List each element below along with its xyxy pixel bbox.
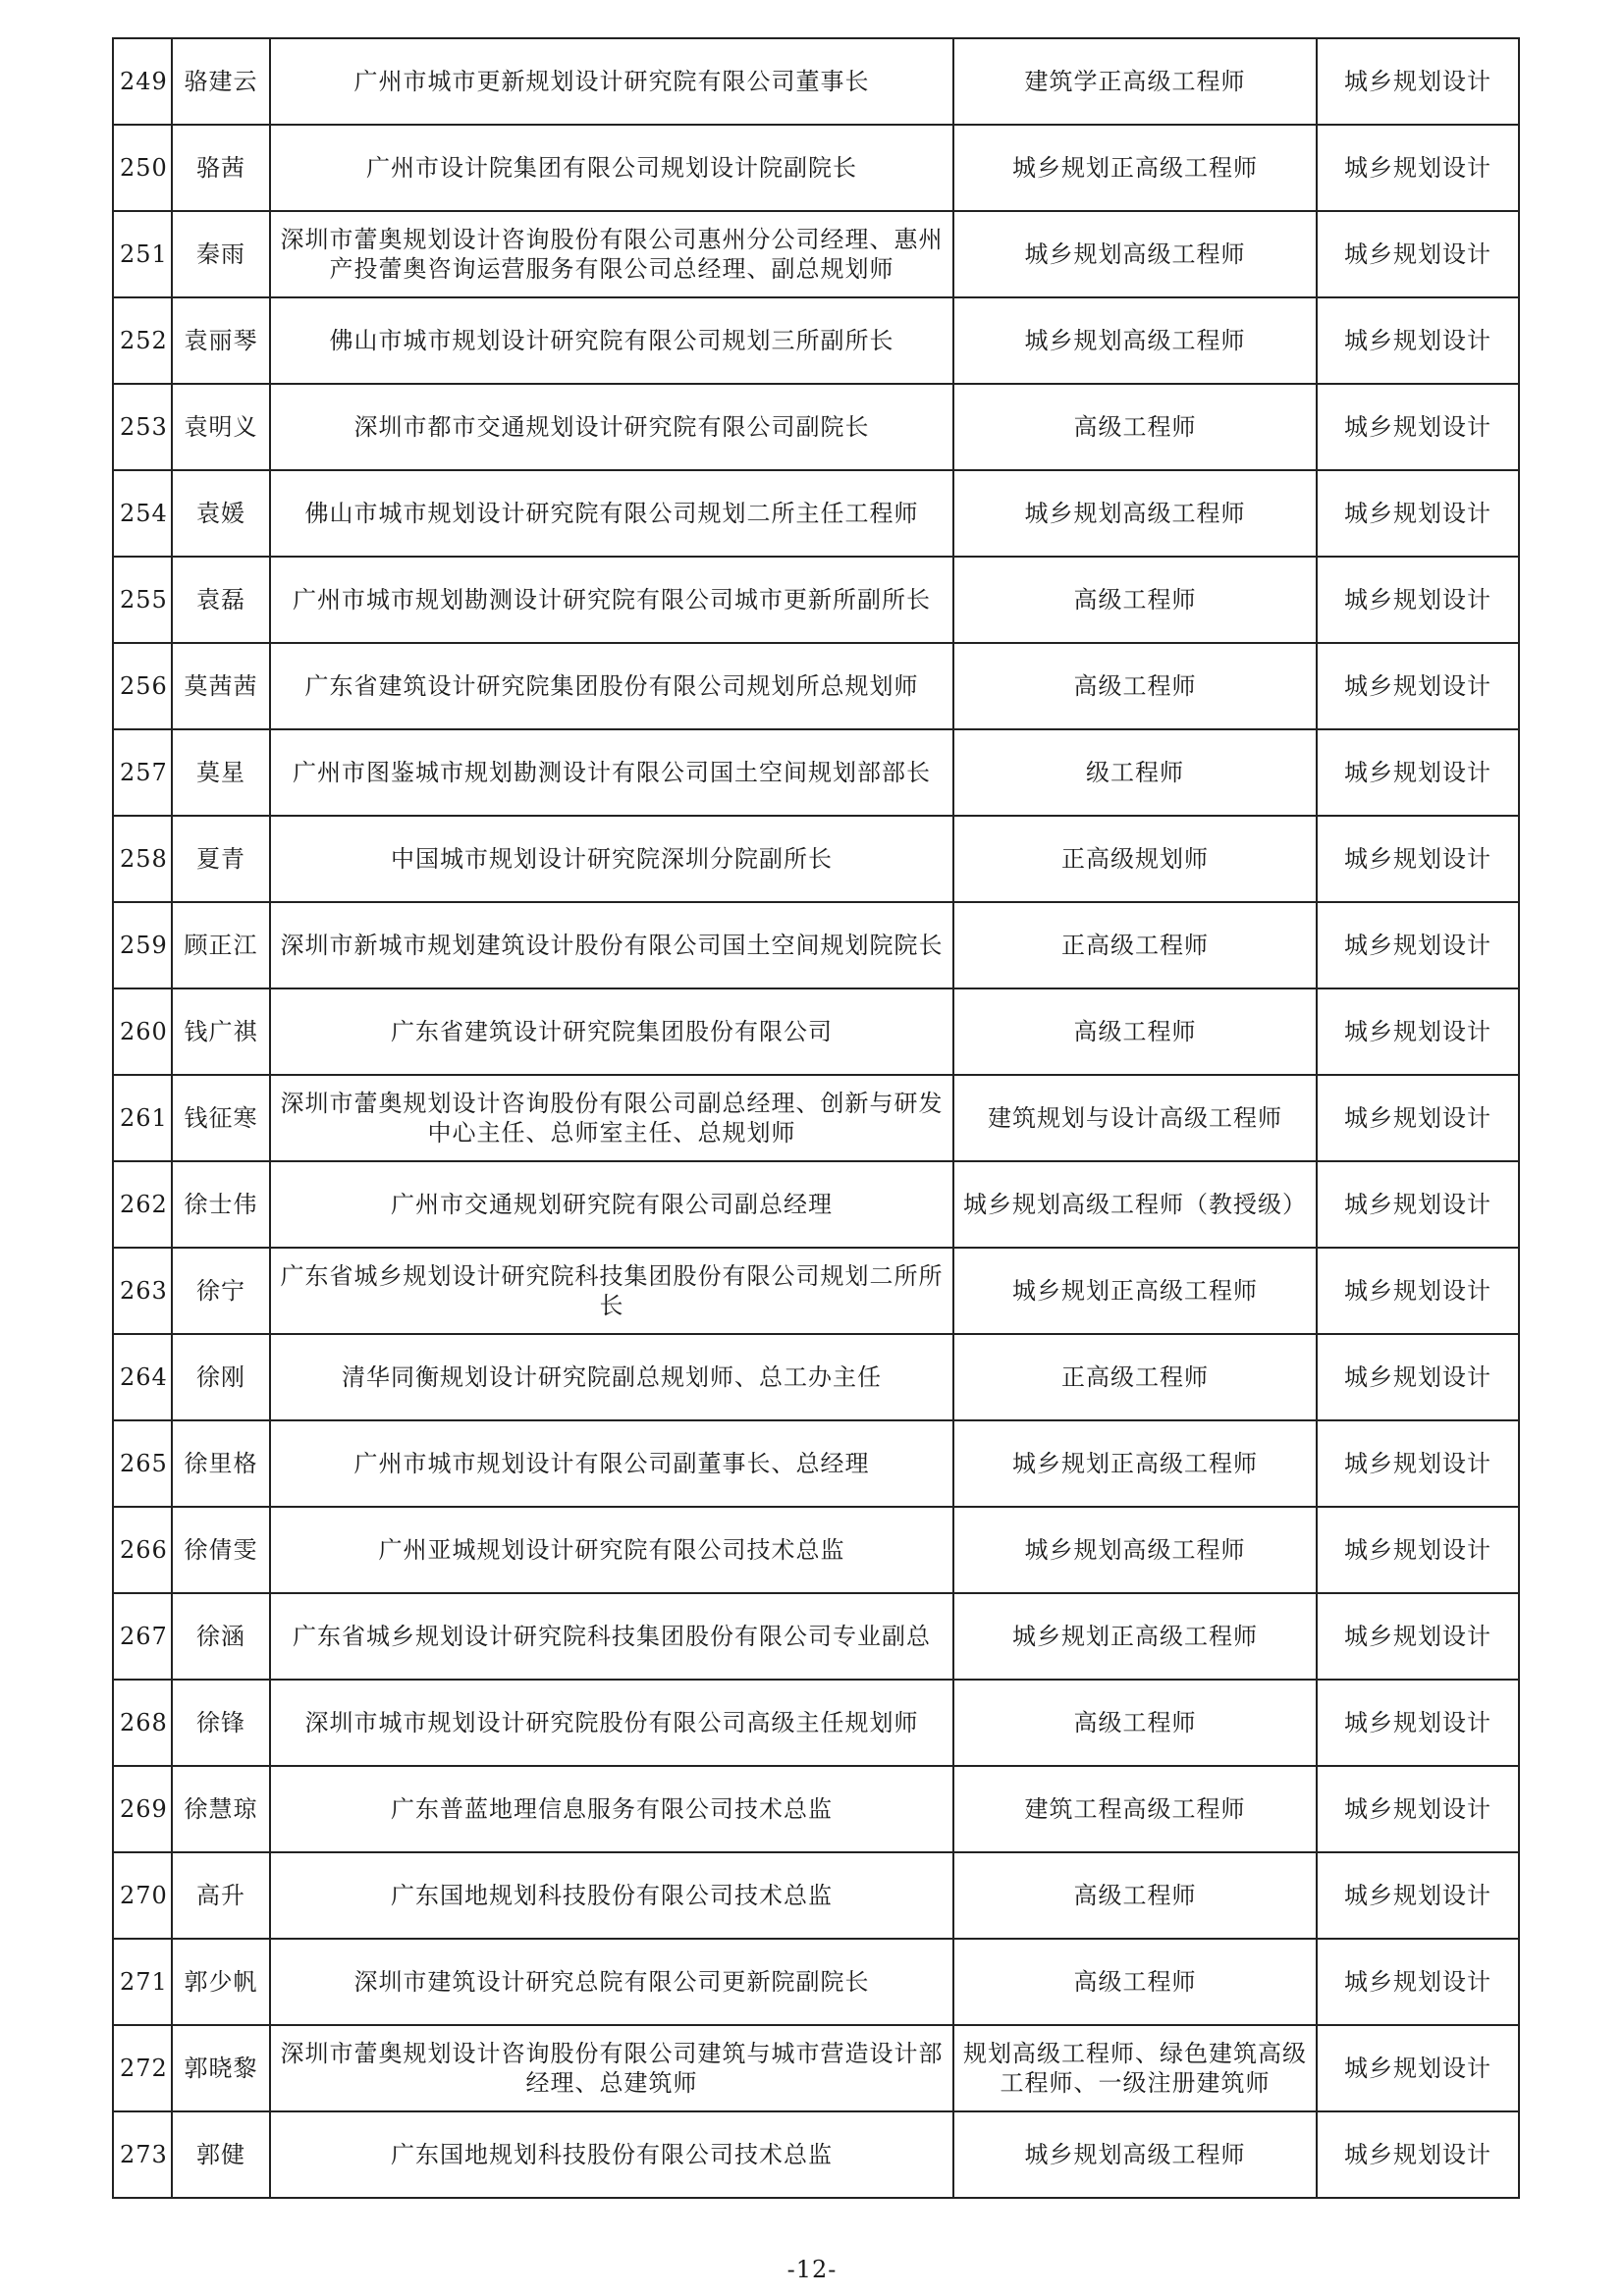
professional-title: 建筑学正高级工程师 — [953, 38, 1317, 125]
table-row — [113, 1507, 1519, 1593]
specialty-field: 城乡规划设计 — [1317, 1766, 1519, 1852]
specialty-field: 城乡规划设计 — [1317, 2111, 1519, 2198]
row-number: 272 — [113, 2025, 172, 2111]
table-row — [113, 1680, 1519, 1766]
specialty-field: 城乡规划设计 — [1317, 1852, 1519, 1939]
professional-title: 城乡规划高级工程师 — [953, 2111, 1317, 2198]
organization-position: 广州市设计院集团有限公司规划设计院副院长 — [270, 125, 953, 211]
professional-title: 城乡规划高级工程师 — [953, 470, 1317, 557]
specialty-field: 城乡规划设计 — [1317, 1248, 1519, 1334]
organization-position: 深圳市蕾奥规划设计咨询股份有限公司建筑与城市营造设计部经理、总建筑师 — [270, 2025, 953, 2111]
professional-title: 城乡规划高级工程师（教授级） — [953, 1161, 1317, 1248]
table-row — [113, 297, 1519, 384]
professional-title: 建筑工程高级工程师 — [953, 1766, 1317, 1852]
specialty-field: 城乡规划设计 — [1317, 816, 1519, 902]
table-row — [113, 2111, 1519, 2198]
row-number: 250 — [113, 125, 172, 211]
person-name: 秦雨 — [172, 211, 270, 297]
organization-position: 广州市交通规划研究院有限公司副总经理 — [270, 1161, 953, 1248]
person-name: 徐里格 — [172, 1420, 270, 1507]
organization-position: 广东国地规划科技股份有限公司技术总监 — [270, 1852, 953, 1939]
row-number: 262 — [113, 1161, 172, 1248]
row-number: 268 — [113, 1680, 172, 1766]
professional-title: 城乡规划正高级工程师 — [953, 1420, 1317, 1507]
organization-position: 深圳市建筑设计研究总院有限公司更新院副院长 — [270, 1939, 953, 2025]
specialty-field: 城乡规划设计 — [1317, 1075, 1519, 1161]
table-row — [113, 1852, 1519, 1939]
person-name: 高升 — [172, 1852, 270, 1939]
specialty-field: 城乡规划设计 — [1317, 1161, 1519, 1248]
row-number: 249 — [113, 38, 172, 125]
organization-position: 深圳市蕾奥规划设计咨询股份有限公司副总经理、创新与研发中心主任、总师室主任、总规划师 — [270, 1075, 953, 1161]
person-name: 夏青 — [172, 816, 270, 902]
person-name: 钱征寒 — [172, 1075, 270, 1161]
person-name: 徐宁 — [172, 1248, 270, 1334]
table-row — [113, 384, 1519, 470]
row-number: 267 — [113, 1593, 172, 1680]
specialty-field: 城乡规划设计 — [1317, 902, 1519, 988]
row-number: 253 — [113, 384, 172, 470]
professional-title: 正高级工程师 — [953, 902, 1317, 988]
row-number: 263 — [113, 1248, 172, 1334]
professional-title: 级工程师 — [953, 729, 1317, 816]
row-number: 269 — [113, 1766, 172, 1852]
page-number: -12- — [786, 2256, 838, 2283]
row-number: 273 — [113, 2111, 172, 2198]
person-name: 郭少帆 — [172, 1939, 270, 2025]
table-row — [113, 902, 1519, 988]
table-row — [113, 1939, 1519, 2025]
table-row — [113, 729, 1519, 816]
specialty-field: 城乡规划设计 — [1317, 2025, 1519, 2111]
row-number: 257 — [113, 729, 172, 816]
person-name: 莫茜茜 — [172, 643, 270, 729]
table-row — [113, 988, 1519, 1075]
professional-title: 高级工程师 — [953, 1852, 1317, 1939]
row-number: 256 — [113, 643, 172, 729]
professional-title: 正高级规划师 — [953, 816, 1317, 902]
row-number: 265 — [113, 1420, 172, 1507]
organization-position: 深圳市都市交通规划设计研究院有限公司副院长 — [270, 384, 953, 470]
professional-title: 高级工程师 — [953, 1680, 1317, 1766]
person-name: 钱广祺 — [172, 988, 270, 1075]
row-number: 270 — [113, 1852, 172, 1939]
row-number: 251 — [113, 211, 172, 297]
professional-title: 高级工程师 — [953, 557, 1317, 643]
professional-title: 城乡规划正高级工程师 — [953, 1248, 1317, 1334]
table-row — [113, 1248, 1519, 1334]
person-name: 袁磊 — [172, 557, 270, 643]
table-row — [113, 1075, 1519, 1161]
table-row — [113, 2025, 1519, 2111]
organization-position: 广东省城乡规划设计研究院科技集团股份有限公司规划二所所长 — [270, 1248, 953, 1334]
row-number: 264 — [113, 1334, 172, 1420]
person-name: 徐刚 — [172, 1334, 270, 1420]
organization-position: 广州亚城规划设计研究院有限公司技术总监 — [270, 1507, 953, 1593]
roster-body — [113, 38, 1519, 2198]
person-name: 顾正江 — [172, 902, 270, 988]
row-number: 260 — [113, 988, 172, 1075]
organization-position: 广东普蓝地理信息服务有限公司技术总监 — [270, 1766, 953, 1852]
row-number: 259 — [113, 902, 172, 988]
organization-position: 深圳市城市规划设计研究院股份有限公司高级主任规划师 — [270, 1680, 953, 1766]
table-row — [113, 211, 1519, 297]
table-row — [113, 470, 1519, 557]
person-name: 骆茜 — [172, 125, 270, 211]
specialty-field: 城乡规划设计 — [1317, 1680, 1519, 1766]
organization-position: 广州市城市规划勘测设计研究院有限公司城市更新所副所长 — [270, 557, 953, 643]
person-name: 骆建云 — [172, 38, 270, 125]
professional-title: 城乡规划高级工程师 — [953, 211, 1317, 297]
person-name: 徐慧琼 — [172, 1766, 270, 1852]
specialty-field: 城乡规划设计 — [1317, 1420, 1519, 1507]
person-name: 徐士伟 — [172, 1161, 270, 1248]
specialty-field: 城乡规划设计 — [1317, 988, 1519, 1075]
specialty-field: 城乡规划设计 — [1317, 470, 1519, 557]
table-row — [113, 1334, 1519, 1420]
specialty-field: 城乡规划设计 — [1317, 643, 1519, 729]
roster-table — [112, 37, 1520, 2199]
specialty-field: 城乡规划设计 — [1317, 729, 1519, 816]
person-name: 徐倩雯 — [172, 1507, 270, 1593]
table-row — [113, 816, 1519, 902]
organization-position: 深圳市蕾奥规划设计咨询股份有限公司惠州分公司经理、惠州产投蕾奥咨询运营服务有限公司总经理、副总规划师 — [270, 211, 953, 297]
specialty-field: 城乡规划设计 — [1317, 1334, 1519, 1420]
organization-position: 广东省城乡规划设计研究院科技集团股份有限公司专业副总 — [270, 1593, 953, 1680]
organization-position: 佛山市城市规划设计研究院有限公司规划二所主任工程师 — [270, 470, 953, 557]
professional-title: 城乡规划高级工程师 — [953, 1507, 1317, 1593]
organization-position: 广州市图鉴城市规划勘测设计有限公司国土空间规划部部长 — [270, 729, 953, 816]
specialty-field: 城乡规划设计 — [1317, 557, 1519, 643]
row-number: 255 — [113, 557, 172, 643]
organization-position: 广东国地规划科技股份有限公司技术总监 — [270, 2111, 953, 2198]
organization-position: 广州市城市规划设计有限公司副董事长、总经理 — [270, 1420, 953, 1507]
person-name: 莫星 — [172, 729, 270, 816]
row-number: 271 — [113, 1939, 172, 2025]
table-row — [113, 1593, 1519, 1680]
specialty-field: 城乡规划设计 — [1317, 1939, 1519, 2025]
table-row — [113, 38, 1519, 125]
professional-title: 高级工程师 — [953, 1939, 1317, 2025]
person-name: 袁媛 — [172, 470, 270, 557]
row-number: 261 — [113, 1075, 172, 1161]
professional-title: 高级工程师 — [953, 384, 1317, 470]
professional-title: 规划高级工程师、绿色建筑高级工程师、一级注册建筑师 — [953, 2025, 1317, 2111]
row-number: 252 — [113, 297, 172, 384]
specialty-field: 城乡规划设计 — [1317, 1593, 1519, 1680]
organization-position: 广东省建筑设计研究院集团股份有限公司规划所总规划师 — [270, 643, 953, 729]
person-name: 郭晓黎 — [172, 2025, 270, 2111]
organization-position: 广州市城市更新规划设计研究院有限公司董事长 — [270, 38, 953, 125]
row-number: 254 — [113, 470, 172, 557]
person-name: 徐涵 — [172, 1593, 270, 1680]
row-number: 258 — [113, 816, 172, 902]
person-name: 袁明义 — [172, 384, 270, 470]
specialty-field: 城乡规划设计 — [1317, 297, 1519, 384]
table-row — [113, 1766, 1519, 1852]
professional-title: 高级工程师 — [953, 643, 1317, 729]
specialty-field: 城乡规划设计 — [1317, 125, 1519, 211]
table-row — [113, 557, 1519, 643]
professional-title: 城乡规划高级工程师 — [953, 297, 1317, 384]
organization-position: 深圳市新城市规划建筑设计股份有限公司国土空间规划院院长 — [270, 902, 953, 988]
person-name: 郭健 — [172, 2111, 270, 2198]
table-row — [113, 1161, 1519, 1248]
specialty-field: 城乡规划设计 — [1317, 211, 1519, 297]
professional-title: 城乡规划正高级工程师 — [953, 125, 1317, 211]
professional-title: 正高级工程师 — [953, 1334, 1317, 1420]
person-name: 徐锋 — [172, 1680, 270, 1766]
table-row — [113, 1420, 1519, 1507]
specialty-field: 城乡规划设计 — [1317, 384, 1519, 470]
table-row — [113, 643, 1519, 729]
professional-title: 建筑规划与设计高级工程师 — [953, 1075, 1317, 1161]
organization-position: 佛山市城市规划设计研究院有限公司规划三所副所长 — [270, 297, 953, 384]
table-row — [113, 125, 1519, 211]
professional-title: 高级工程师 — [953, 988, 1317, 1075]
organization-position: 中国城市规划设计研究院深圳分院副所长 — [270, 816, 953, 902]
professional-title: 城乡规划正高级工程师 — [953, 1593, 1317, 1680]
organization-position: 清华同衡规划设计研究院副总规划师、总工办主任 — [270, 1334, 953, 1420]
specialty-field: 城乡规划设计 — [1317, 38, 1519, 125]
person-name: 袁丽琴 — [172, 297, 270, 384]
organization-position: 广东省建筑设计研究院集团股份有限公司 — [270, 988, 953, 1075]
specialty-field: 城乡规划设计 — [1317, 1507, 1519, 1593]
row-number: 266 — [113, 1507, 172, 1593]
